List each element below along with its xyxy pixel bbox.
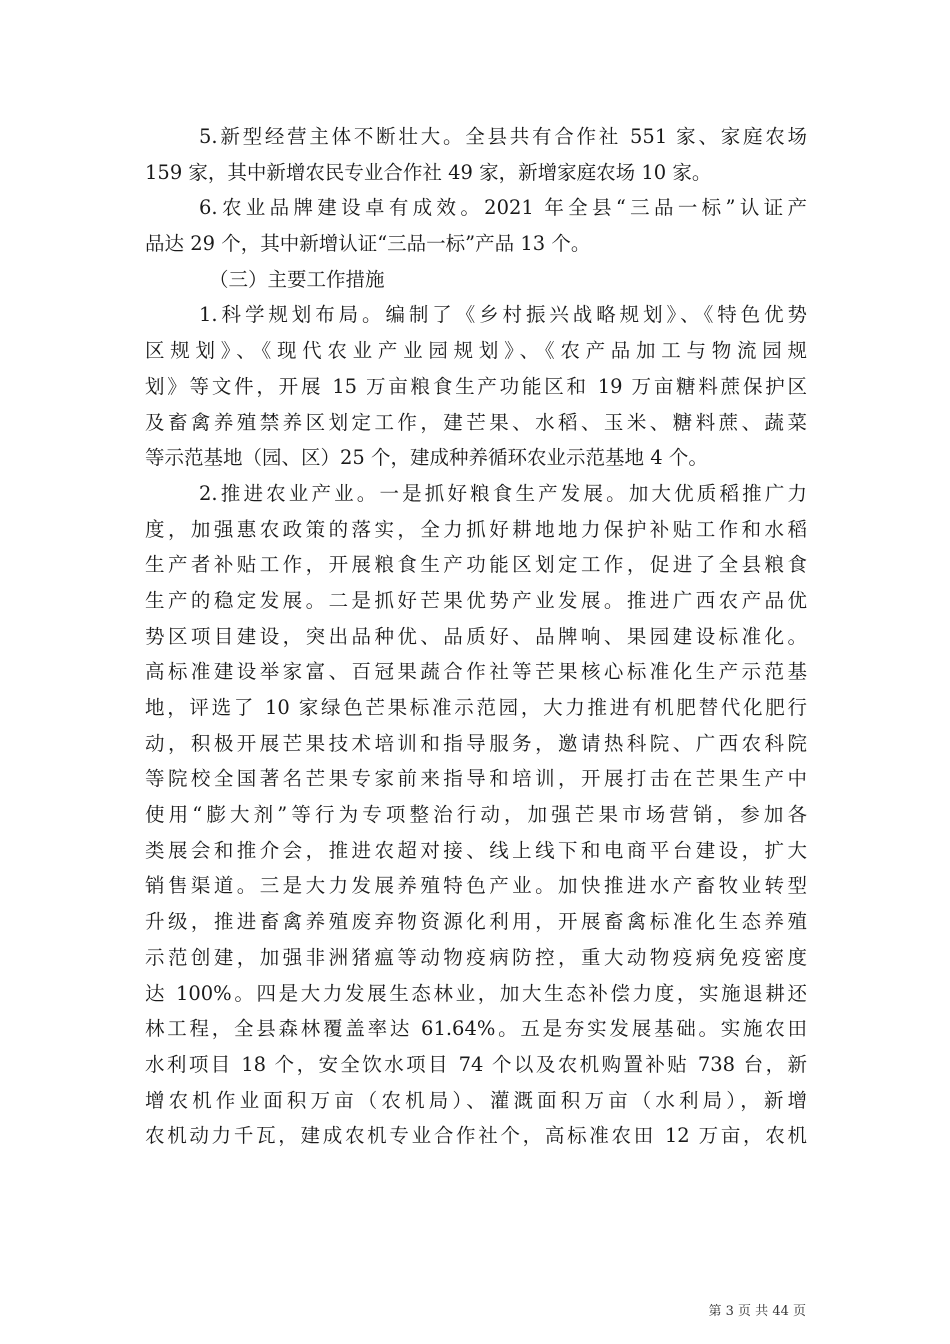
page-number: 第 3 页 共 44 页 xyxy=(708,1304,806,1319)
text-line: 度，加强惠农政策的落实，全力抓好耕地地力保护补贴工作和水稻 xyxy=(145,517,807,541)
text-line: 及畜禽养殖禁养区划定工作，建芒果、水稻、玉米、糖料蔗、蔬菜 xyxy=(145,410,807,434)
text-line: 使用“膨大剂”等行为专项整治行动，加强芒果市场营销，参加各 xyxy=(145,803,807,827)
text-line: 升级，推进畜禽养殖废弃物资源化利用，开展畜禽标准化生态养殖 xyxy=(145,910,807,934)
text-line: 等院校全国著名芒果专家前来指导和培训，开展打击在芒果生产中 xyxy=(145,767,807,791)
text-line: 地，评选了 10 家绿色芒果标准示范园，大力推进有机肥替代化肥行 xyxy=(145,696,807,719)
text-line: 6.农业品牌建设卓有成效。2021 年全县“三品一标”认证产 xyxy=(199,196,807,220)
heading-text: （三）主要工作措施 xyxy=(209,267,385,291)
text-line: 达 100%。四是大力发展生态林业，加大生态补偿力度，实施退耕还 xyxy=(145,981,807,1005)
text-line: 等示范基地（园、区）25 个，建成种养循环农业示范基地 4 个。 xyxy=(145,446,708,470)
text-line: 品达 29 个，其中新增认证“三品一标”产品 13 个。 xyxy=(145,232,591,256)
text-line: 5.新型经营主体不断壮大。全县共有合作社 551 家、家庭农场 xyxy=(199,125,807,148)
text-line: 159 家，其中新增农民专业合作社 49 家，新增家庭农场 10 家。 xyxy=(145,160,712,184)
paragraph-5-operators xyxy=(145,119,807,190)
text-line: 类展会和推介会，推进农超对接、线上线下和电商平台建设，扩大 xyxy=(145,838,807,862)
text-line: 生产者补贴工作，开展粮食生产功能区划定工作，促进了全县粮食 xyxy=(145,553,807,577)
section-heading xyxy=(145,262,807,298)
text-line: 林工程，全县森林覆盖率达 61.64%。五是夯实发展基础。实施农田 xyxy=(145,1017,807,1041)
text-line: 高标准建设举家富、百冠果蔬合作社等芒果核心标准化生产示范基 xyxy=(145,660,807,684)
text-line: 农机动力千瓦，建成农机专业合作社个，高标准农田 12 万亩，农机 xyxy=(145,1124,807,1148)
text-line: 1.科学规划布局。编制了《乡村振兴战略规划》、《特色优势 xyxy=(199,303,807,327)
paragraph-measure-2 xyxy=(145,476,807,1154)
paragraph-6-brands xyxy=(145,190,807,261)
text-line: 势区项目建设，突出品种优、品质好、品牌响、果园建设标准化。 xyxy=(145,624,807,648)
text-line: 水利项目 18 个，安全饮水项目 74 个以及农机购置补贴 738 台，新 xyxy=(145,1052,807,1076)
paragraph-measure-1 xyxy=(145,297,807,475)
text-line: 生产的稳定发展。二是抓好芒果优势产业发展。推进广西农产品优 xyxy=(145,588,807,612)
document-body xyxy=(145,119,807,1154)
text-line: 动，积极开展芒果技术培训和指导服务，邀请热科院、广西农科院 xyxy=(145,731,807,755)
text-line: 划》等文件，开展 15 万亩粮食生产功能区和 19 万亩糖料蔗保护区 xyxy=(145,374,807,398)
text-line: 销售渠道。三是大力发展养殖特色产业。加快推进水产畜牧业转型 xyxy=(145,874,807,898)
text-line: 示范创建，加强非洲猪瘟等动物疫病防控，重大动物疫病免疫密度 xyxy=(145,945,807,969)
text-line: 2.推进农业产业。一是抓好粮食生产发展。加大优质稻推广力 xyxy=(199,481,807,505)
text-line: 增农机作业面积万亩（农机局）、灌溉面积万亩（水利局），新增 xyxy=(145,1088,807,1112)
text-line: 区规划》、《现代农业产业园规划》、《农产品加工与物流园规 xyxy=(145,339,807,363)
